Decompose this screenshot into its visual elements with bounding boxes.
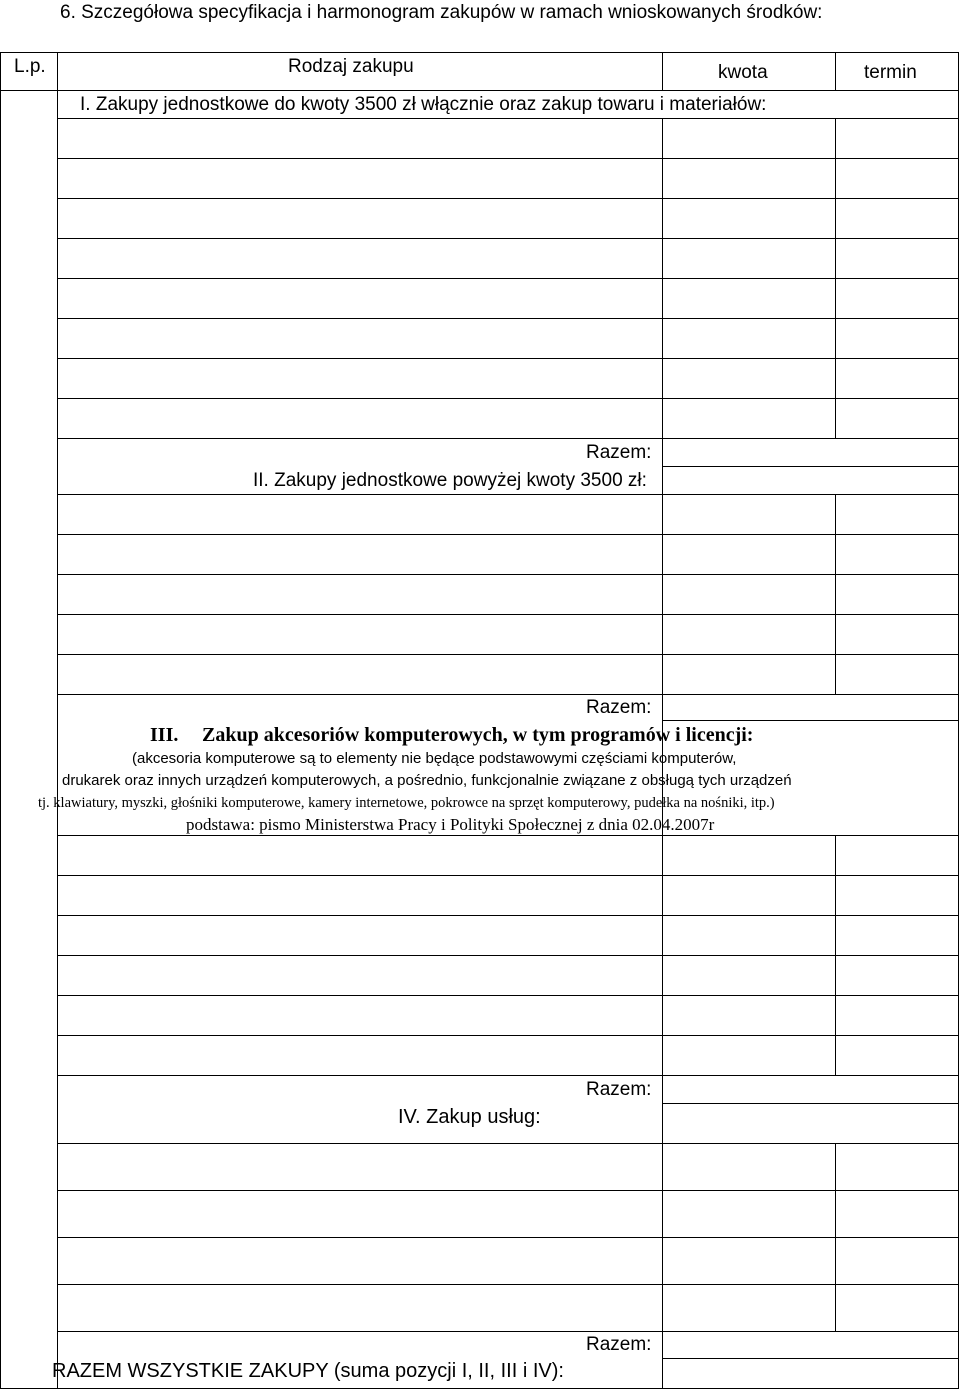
header-rodzaj-zakupu: Rodzaj zakupu [288, 56, 414, 77]
header-termin: termin [864, 62, 917, 83]
section-3-heading: Zakup akcesoriów komputerowych, w tym programów i licencji: [202, 724, 754, 746]
section-3-number: III. [150, 724, 179, 746]
section-1-heading: I. Zakupy jednostkowe do kwoty 3500 zł włącznie oraz zakup towaru i materiałów: [80, 94, 767, 115]
section-3-basis: podstawa: pismo Ministerstwa Pracy i Polityki Społecznej z dnia 02.04.2007r [186, 815, 715, 834]
section-3-note-line-1: (akcesoria komputerowe są to elementy nie będące podstawowymi częściami komputerów, [132, 750, 737, 767]
section-1-total-label: Razem: [586, 442, 652, 463]
section-2-total-label: Razem: [586, 697, 652, 718]
header-kwota: kwota [718, 62, 768, 83]
section-4-total-label: Razem: [586, 1334, 652, 1355]
grand-total-label: RAZEM WSZYSTKIE ZAKUPY (suma pozycji I, II, III i IV): [52, 1360, 564, 1382]
section-4-heading: IV. Zakup usług: [398, 1106, 541, 1128]
section-3-total-label: Razem: [586, 1079, 652, 1100]
header-lp: L.p. [14, 56, 46, 77]
section-2-heading: II. Zakupy jednostkowe powyżej kwoty 3500 zł: [253, 470, 647, 491]
section-3-note-line-2: drukarek oraz innych urządzeń komputerowych, a pośrednio, funkcjonalnie związane z obsługą tych urządzeń [62, 772, 792, 789]
section-3-note-line-3: tj. klawiatury, myszki, głośniki komputerowe, kamery internetowe, pokrowce na sprzęt komputerowy, pudełka na nośniki, itp.) [38, 795, 775, 811]
section-title: 6. Szczegółowa specyfikacja i harmonogram zakupów w ramach wnioskowanych środków: [60, 2, 823, 23]
